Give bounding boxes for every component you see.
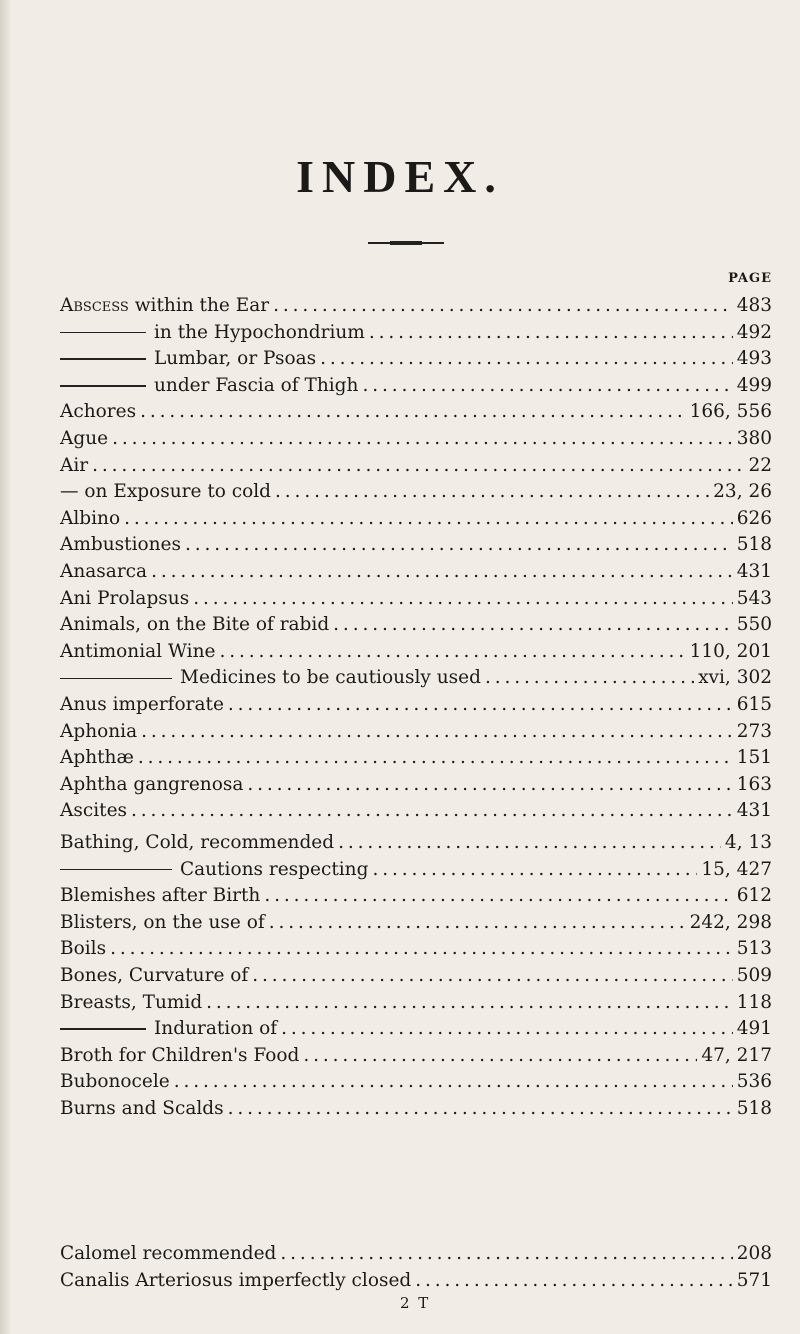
entry-term-text: Breasts, Tumid	[60, 991, 203, 1013]
entry-term	[60, 800, 127, 821]
signature-mark: 2 T	[400, 1294, 431, 1312]
dot-leader	[372, 859, 697, 880]
entry-term	[60, 481, 271, 502]
entry-term-text: under Fascia of Thigh	[154, 374, 359, 396]
entry-page-number: 15, 427	[701, 858, 772, 880]
dot-leader	[415, 1270, 732, 1291]
ditto-dash	[60, 385, 146, 387]
entry-term-text: Lumbar, or Psoas	[154, 348, 317, 370]
entry-term-text: Animals, on the Bite of rabid	[60, 614, 330, 636]
entry-term	[60, 1071, 170, 1092]
entry-term	[60, 774, 243, 795]
index-entry	[60, 912, 772, 939]
entry-term-text: Bathing, Cold, recommended	[60, 832, 335, 853]
index-entry	[60, 992, 772, 1019]
index-entry	[60, 1071, 772, 1098]
index-entry	[60, 885, 772, 912]
entry-page-number: 493	[736, 348, 772, 370]
entry-term	[60, 859, 368, 880]
index-entry	[60, 348, 772, 375]
entry-term-text: Ascites	[60, 800, 128, 822]
entry-term	[60, 885, 260, 906]
index-entry	[60, 508, 772, 535]
index-entry	[60, 1098, 772, 1125]
entry-page-number: 518	[736, 1097, 772, 1119]
entry-term-text: Cautions respecting	[180, 858, 369, 880]
index-entry	[60, 1270, 772, 1297]
entry-page-number: 499	[736, 374, 772, 396]
entry-term-text: Medicines to be cautiously used	[180, 667, 481, 689]
index-entry	[60, 375, 772, 402]
dot-leader	[247, 774, 732, 795]
entry-term	[60, 832, 334, 853]
entry-term-text: within the Ear	[128, 295, 270, 316]
entry-term	[60, 1018, 277, 1039]
entry-page-number: 431	[736, 560, 772, 582]
entry-page-number: 273	[736, 720, 772, 742]
entry-term	[60, 938, 106, 959]
entry-page-number: 550	[736, 614, 772, 636]
entry-term-text: Induration of	[154, 1018, 278, 1040]
entry-page-number: 166, 556	[689, 401, 772, 423]
entry-term-text: Boils	[60, 938, 107, 960]
ditto-dash	[60, 358, 146, 360]
index-entry	[60, 747, 772, 774]
entry-page-number: 242, 298	[689, 911, 772, 933]
entry-term-text: Air	[60, 454, 89, 476]
index-entry	[60, 641, 772, 668]
ditto-dash	[60, 678, 172, 680]
entry-term-text: Blemishes after Birth	[60, 885, 261, 907]
entry-term	[60, 965, 248, 986]
entry-page-number: 483	[736, 295, 772, 316]
index-entry	[60, 614, 772, 641]
entry-term	[60, 641, 215, 662]
dot-leader	[110, 938, 733, 959]
entry-term	[60, 375, 358, 396]
entry-term	[60, 348, 316, 369]
dot-leader	[333, 614, 733, 635]
entry-page-number: 612	[736, 885, 772, 907]
entry-term	[60, 1098, 224, 1119]
entry-term-text: — on Exposure to cold	[60, 481, 272, 503]
dot-leader	[206, 992, 733, 1013]
entry-term	[60, 428, 108, 449]
dot-leader	[140, 401, 686, 422]
entry-page-number: 110, 201	[689, 640, 772, 662]
entry-term	[60, 1270, 411, 1291]
dot-leader	[281, 1018, 733, 1039]
dot-leader	[362, 375, 732, 396]
entry-term-text: Ague	[60, 427, 109, 449]
entry-page-number: 431	[736, 800, 772, 822]
dot-leader	[228, 1098, 733, 1119]
dot-leader	[92, 455, 744, 476]
dot-leader	[273, 295, 733, 316]
entry-term-text: Albino	[60, 507, 121, 529]
entry-page-number: 23, 26	[713, 481, 772, 503]
entry-page-number: 163	[736, 773, 772, 795]
entry-term	[60, 295, 269, 316]
entry-term	[60, 401, 136, 422]
entry-term	[60, 588, 189, 609]
entry-term	[60, 747, 134, 768]
entry-term	[60, 992, 202, 1013]
entry-page-number: 509	[736, 964, 772, 986]
entry-term-text: Burns and Scalds	[60, 1097, 224, 1119]
entry-term	[60, 322, 365, 343]
page-title: INDEX.	[296, 151, 504, 202]
title-rule-ornament	[368, 242, 444, 244]
index-entry	[60, 455, 772, 482]
dot-leader	[264, 885, 732, 906]
dot-leader	[219, 641, 685, 662]
dot-leader	[485, 667, 694, 688]
index-entry	[60, 938, 772, 965]
entry-term	[60, 1045, 299, 1066]
entry-page-number: 491	[736, 1018, 772, 1040]
index-entry	[60, 561, 772, 588]
index-section-b	[60, 832, 772, 1125]
dot-leader	[280, 1243, 732, 1264]
entry-lead-word: Abscess	[60, 295, 129, 316]
entry-page-number: 536	[736, 1071, 772, 1093]
dot-leader	[303, 1045, 697, 1066]
entry-term	[60, 561, 147, 582]
page-column-label: PAGE	[728, 271, 772, 286]
entry-term	[60, 694, 224, 715]
entry-term-text: Bubonocele	[60, 1071, 170, 1093]
entry-page-number: 513	[736, 938, 772, 960]
entry-page-number: 4, 13	[724, 832, 772, 853]
dot-leader	[269, 912, 686, 933]
entry-term	[60, 455, 88, 476]
index-entry	[60, 859, 772, 886]
entry-term-text: Bones, Curvature of	[60, 964, 249, 986]
entry-page-number: 615	[736, 693, 772, 715]
index-entry	[60, 965, 772, 992]
entry-term-text: Aphonia	[60, 720, 138, 742]
entry-term-text: Aphthæ	[60, 747, 134, 769]
entry-term-text: Broth for Children's Food	[60, 1044, 300, 1066]
index-entry	[60, 401, 772, 428]
dot-leader	[252, 965, 732, 986]
entry-term-text: Achores	[60, 401, 137, 423]
index-entry	[60, 1243, 772, 1270]
dot-leader	[124, 508, 733, 529]
dot-leader	[131, 800, 733, 821]
index-entry	[60, 667, 772, 694]
ditto-dash	[60, 869, 172, 871]
entry-page-number: 47, 217	[701, 1044, 772, 1066]
entry-term-text: Canalis Arteriosus imperfectly closed	[60, 1269, 412, 1291]
entry-term-text: in the Hypochondrium	[154, 321, 365, 343]
entry-page-number: 492	[736, 321, 772, 343]
index-entry	[60, 534, 772, 561]
index-entry	[60, 1018, 772, 1045]
index-entry	[60, 481, 772, 508]
entry-term-text: Anus imperforate	[60, 693, 224, 715]
entry-page-number: xvi, 302	[698, 667, 772, 689]
index-section-c	[60, 1243, 772, 1296]
dot-leader	[151, 561, 733, 582]
index-entry	[60, 588, 772, 615]
entry-page-number: 543	[736, 587, 772, 609]
index-section-a	[60, 295, 772, 827]
dot-leader	[320, 348, 733, 369]
entry-term	[60, 912, 265, 933]
entry-term	[60, 508, 120, 529]
dot-leader	[112, 428, 733, 449]
entry-term	[60, 721, 137, 742]
index-entry	[60, 295, 772, 322]
dot-leader	[193, 588, 732, 609]
entry-term	[60, 534, 181, 555]
entry-page-number: 22	[748, 454, 772, 476]
entry-page-number: 518	[736, 534, 772, 556]
index-entry	[60, 800, 772, 827]
index-entry	[60, 694, 772, 721]
entry-term-text: Calomel recommended	[60, 1243, 277, 1264]
entry-term	[60, 1243, 276, 1264]
dot-leader	[369, 322, 733, 343]
ditto-dash	[60, 332, 146, 334]
entry-term-text: Ambustiones	[60, 534, 181, 556]
dot-leader	[228, 694, 733, 715]
dot-leader	[138, 747, 733, 768]
index-entry	[60, 428, 772, 455]
entry-term-text: Antimonial Wine	[60, 640, 216, 662]
index-entry	[60, 322, 772, 349]
entry-page-number: 118	[736, 991, 772, 1013]
index-entry	[60, 721, 772, 748]
dot-leader	[174, 1071, 733, 1092]
index-entry	[60, 1045, 772, 1072]
entry-term-text: Anasarca	[60, 560, 148, 582]
entry-page-number: 571	[736, 1269, 772, 1291]
entry-page-number: 380	[736, 427, 772, 449]
index-entry	[60, 832, 772, 859]
entry-term-text: Blisters, on the use of	[60, 911, 265, 933]
entry-term-text: Ani Prolapsus	[60, 587, 190, 609]
index-entry	[60, 774, 772, 801]
dot-leader	[141, 721, 733, 742]
entry-page-number: 626	[736, 507, 772, 529]
entry-term	[60, 667, 481, 688]
dot-leader	[275, 481, 709, 502]
entry-term	[60, 614, 329, 635]
entry-term-text: Aphtha gangrenosa	[60, 773, 244, 795]
ditto-dash	[60, 1028, 146, 1030]
entry-page-number: 151	[736, 747, 772, 769]
dot-leader	[338, 832, 721, 853]
dot-leader	[185, 534, 733, 555]
entry-page-number: 208	[736, 1243, 772, 1264]
